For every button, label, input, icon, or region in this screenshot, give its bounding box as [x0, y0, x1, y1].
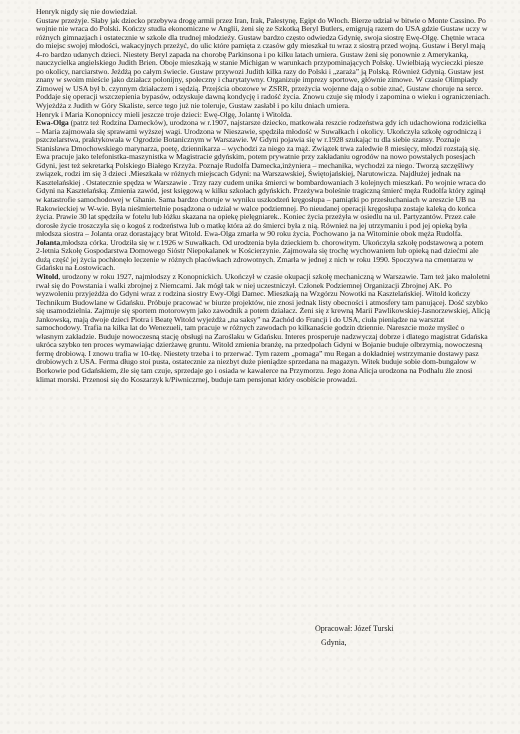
paragraph-lead: Ewa-Olga [36, 118, 69, 128]
signature-place: Gdynia, [321, 638, 347, 647]
paragraph-text: Henryk i Maria Konopniccy mieli jeszcze troje dzieci: Ewę-Olgę, Jolantę i Witolda. [36, 109, 293, 119]
signature-author: Opracował: Józef Turski [315, 624, 394, 633]
paragraph-lead: Jolanta [36, 237, 61, 247]
paragraph-gustaw [36, 17, 490, 111]
paragraph-witold [36, 273, 490, 384]
paragraph-text: (patrz też Rodzina Damecków), urodzona w r.1907, najstarsze dziecko, matkowała reszcie rodzeństwa gdy ich udachowiona rodzicielka – Maria zajmowała się sprawami wyższej wagi. Urodzona w Nieszawie, spędziła młodość w Suwałkach i okolicy. Ukończyła szkołę ogrodniczą i pszczelarstwa, praktykowała w Ogrodzie Botanicznym w Warszawie. W Gdyni pojawia się w r.1928 szukając tu dla siebie szansy. Poznaje Stanisława Dmochowskiego marynarza, poetę, dziennikarza – wychodzi za niego za mąż. Związek trwa zaledwie 8 miesięcy, młodzi rozstają się. Ewa pracuje jako telefonistka-maszynistka w Magistracie gdyńskim, potem prywatnie przy zakładaniu ogrodów na nowo powstałych posesjach Gdyni, jest też sekretarką Polskiego Białego Krzyża. Poznaje Rudolfa Damecka,inżyniera – mechanika, wychodzi za niego. Tworzą szczęśliwy związek, rodzi im się 3 dzieci .Mieszkała w różnych miejscach Gdyni: na Warszawskiej, Świętojańskiej, Narutowicza. Najdłużej jednak na Kasztelańskiej . Ostatecznie spędza w Warszawie . Trzy razy cudem unika śmierci w bombardowaniach 3 kolejnych mieszkań. Po wojnie wraca do Gdyni na Kasztelańską. Zmienia zawód, jest księgową w kilku szkołach gdyńskich. Przeżywa boleśnie tragiczną śmierć męża Rudolfa który zginął w katastrofie samochodowej w Ghanie. Sama bardzo choruje w wyniku uszkodzeń kręgosłupa – pamiątki po przesłuchaniach w areszcie UB na Rakowieckiej w W-wie. Była nieśmiertelnie posądzona o udział w walce podziemnej. Po nieudanej operacji kręgosłupa zostaje kaleką do końca życia. Prawie 30 lat spędziła w fotelu lub łóżku skazana na opiekę pielęgniarek.. Koniec życia przeżyła w osiedlu na ul. Partyzantów. Przez całe dorosłe życie troszczyła się o kogoś z rodzeństwa lub o matkę która aż do śmierci była z nią. Również na jej utrzymaniu i pod jej opieką była młodsza siostra – Jolanta oraz dorastający brat Witold. Ewa-Olga zmarła w 90 roku życia. Pochowano ja na Witominie obok męża Rudolfa. [36, 118, 487, 239]
paragraph-jolanta [36, 239, 490, 273]
paragraph-ewa-olga [36, 119, 490, 239]
paragraph-text: ,młodsza córka. Urodziła się w r.1926 w Suwałkach. Od urodzenia była dzieckiem b. chorowitym. Ukończyła szkołę podstawową a potem 2-letnia Szkołę Gospodarstwa Domowego Sióstr Niepokalanek w Kościerzynie. Zajmowała się trochę wychowaniem lub opieką nad dziećmi ale dużą część jej życia pochłonęło leczenie w różnych placówkach zdrowotnych. Zmarła w jednej z nich w roku 1990. Spoczywa na cmentarzu w Gdańsku na Łostowicach. [36, 237, 484, 273]
signature-block [315, 622, 394, 650]
paragraph-lead: Witold [36, 271, 59, 281]
paragraph-text: Gustaw przeżyje. Słaby jak dziecko przebywa drogę armii przez Iran, Irak, Palestynę, Egipt do Włoch. Bierze udział w bitwie o Monte Cassino. Po wojnie nie wraca do Polski. Kończy studia ekonomiczne w Anglii, żeni się ze Szkotką Beryl Butlers, emigrują razem do USA gdzie Gustaw uczy w różnych gimnazjach i ostatecznie w szkole dla trudnej młodzieży. Gustaw bardzo często odwiedza Gdynię, swoja siostrę Ewę-Olgę. Chętnie wraca do miejsc swojej młodości, wakacyjnych przeżyć, do ulic które pamięta z czasów gdy mieszkał tu wraz z siostrą przed wojną. Gustaw i Beryl mają 4-ro bardzo udanych dzieci. Niestety Beryl zapada na chorobę Parkinsona i po kilku latach umiera. Gustaw żeni się ponownie z Amerykanką, nauczycielka angielskiego Judith Brien. Oboje mieszkają w stanie Michigan w warunkach przypominających Polskę. Uwielbiają wycieczki piesze po okolicy, narciarstwo. Jeżdżą po całym świecie. Gustaw przywozi Judith kilka razy do Polski i „zaraża” ją Polską. Również Gdynią. Gustaw jest znany w swoim mieście jako działacz polonijny, społeczny i charytatywny. Organizuje imprezy sportowe, głównie zimowe. W czasie Olimpiady Zimowej w USA był b. czynnym działaczem i sędzią. Przejścia obozowe w ZSRR, przeżycia wojenne dają o sobie znać, Gustaw choruje na serce. Poddaje się operacji wszczepienia bypasów, odzyskuje dawną kondycję i radość życia. Znowu czuje się młody i zapomina o wieku i ograniczeniach. Wyjeżdża z Judith w Góry Skaliste, serce tego już nie toleruje, Gustaw zasłabł i po kilu dniach umiera. [36, 15, 491, 111]
paragraph-text: , urodzony w roku 1927, najmłodszy z Konopnickich. Ukończył w czasie okupacji szkołę mechaniczną w Warszawie. Tam też jako małoletni rwał się do Powstania i walki zbrojnej z Niemcami. Jak mógł tak w niej uczestniczył. Członek Podziemnej Organizacji Zbrojnej AK. Po wyzwoleniu przyjeżdża do Gdyni wraz z rodzina siostry Ewy-Olgi Damec. Mieszkają na Wzgórzu Nowotki na Kasztelańskiej. Witold kończy Technikum Budowlane w Gdańsku. Próbuje pracować w biurze projektów, nie znosi jednak listy obecności i atmosfery tam panującej. Dość szybko się usamodzielnia. Zajmuje się sportem motorowym jako zawodnik a potem działacz. Żeni się z krewną Marii Pawlikowskiej-Jasnorzewskiej, Alicją Jankowską, mają dwoje dzieci Piotra i Beatę Witold wyjeżdża „na saksy” na Zachód do Francji i do USA, ciuła pieniądze na warsztat samochodowy. Trafia na kilka lat do Wenezueli, tam pracuje w różnych zawodach po kilkanaście godzin dziennie. Nareszcie może myśleć o własnym zakładzie. Buduje nowoczesną stację obsługi na Zaroślaku w Gdańsku. Interes prosperuje nadzwyczaj dobrze i dlatego magistrat Gdańska ukróca szybko ten proces wymawiając dzierżawę gruntu. Witold zmienia branżę, na przedpolach Gdyni w Bojanie buduje olbrzymią, nowoczesną fermę drobiową. I znowu trafia w 10-tkę. Niestety trzeba i to przerwać. Tym razem „pomaga” mu Regan a dokładniej wstrzymanie dostawy pasz drobiowych z USA. Ferma długo stoi pusta, ostatecznie za niezbyt duże pieniądze sprzedana na magazyn. Witek buduje sobie dom-bungalow w Borkowie pod Gdańskiem, źle się tam czuje, sprzedaje go i osiada w kawalerce na Przymorzu. Jego żona Alicja urodzona na Podhalu źle znosi klimat morski. Przenosi się do Koszarzyk k/Piwniczrnej, buduje tam pensjonat który osobiście prowadzi. [36, 271, 491, 384]
paragraph-text: Henryk nigdy się nie dowiedział. [36, 7, 138, 16]
